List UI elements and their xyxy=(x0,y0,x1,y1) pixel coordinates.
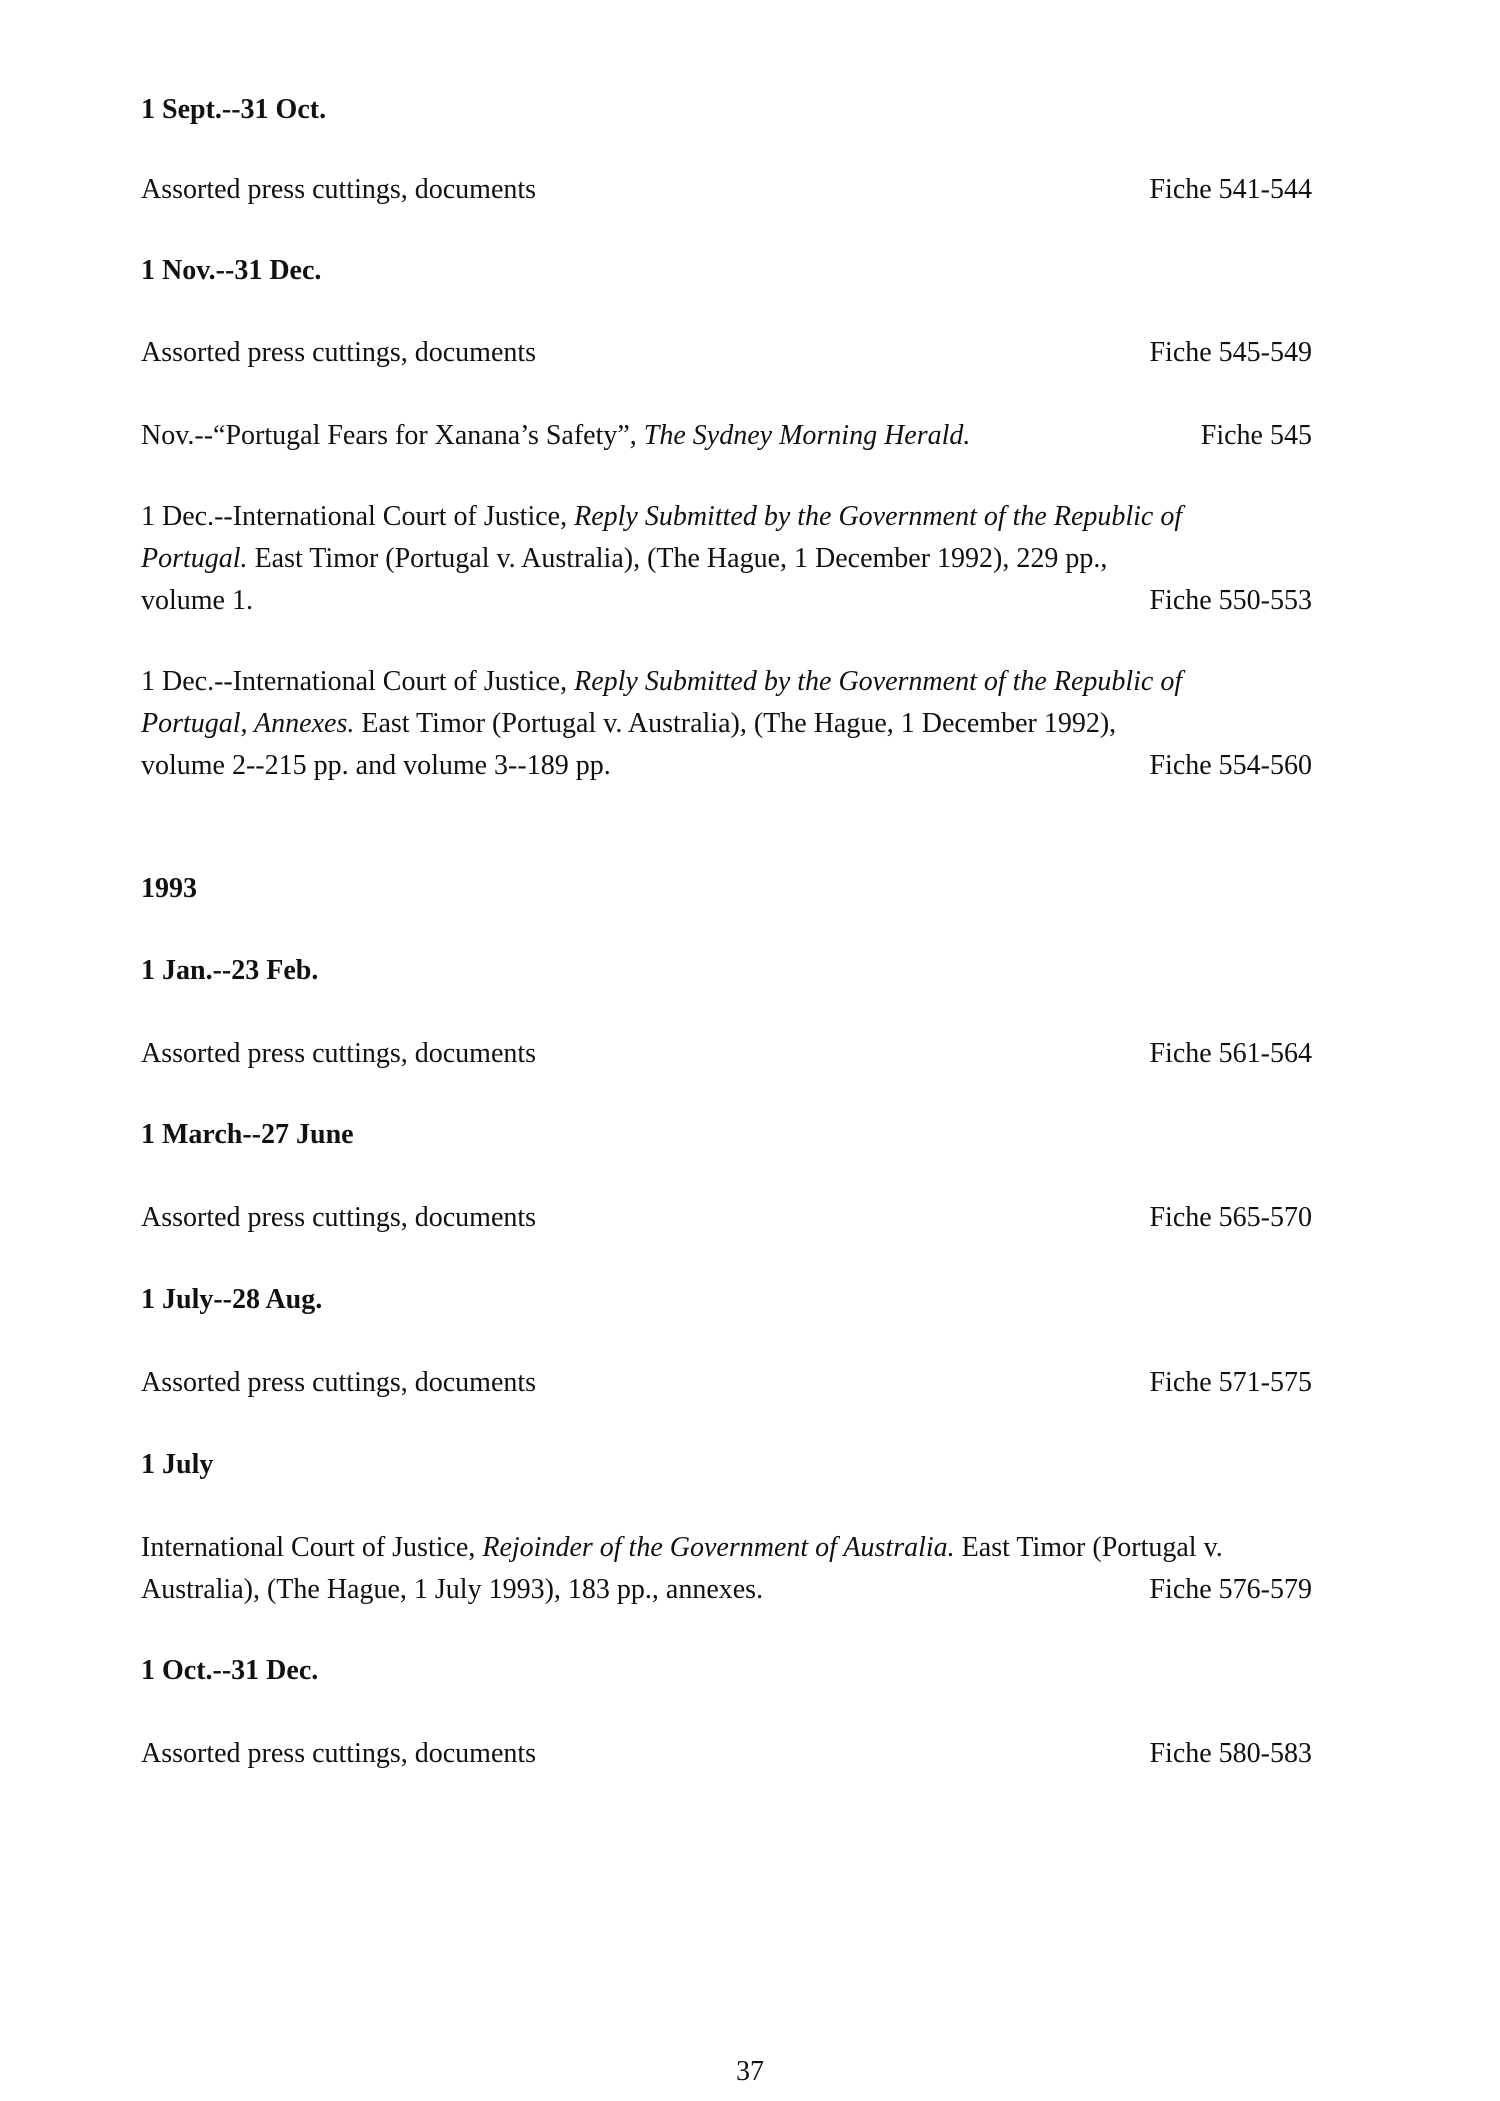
entry-description: Assorted press cuttings, documents xyxy=(141,1738,537,1769)
section-heading: 1 Nov.--31 Dec. xyxy=(141,255,322,286)
entry-description xyxy=(141,422,970,450)
entry-description: Assorted press cuttings, documents xyxy=(141,1367,537,1398)
publication-title: Portugal, Annexes. xyxy=(141,708,355,739)
publication-title: Rejoinder of the Government of Australia. xyxy=(482,1532,955,1563)
entry-description xyxy=(141,545,1107,573)
fiche-reference: Fiche 561-564 xyxy=(1149,1038,1312,1069)
publication-title: The Sydney Morning Herald. xyxy=(643,420,971,451)
entry-description: Assorted press cuttings, documents xyxy=(141,337,537,368)
publication-title: Reply Submitted by the Government of the Republic of xyxy=(574,501,1183,532)
entry-description: volume 2--215 pp. and volume 3--189 pp. xyxy=(141,750,611,781)
year-heading: 1993 xyxy=(141,873,197,904)
section-heading: 1 Oct.--31 Dec. xyxy=(141,1655,319,1686)
entry-text: East Timor (Portugal v. xyxy=(954,1532,1223,1563)
entry-text: 1 Dec.--International Court of Justice, xyxy=(141,666,575,697)
fiche-reference: Fiche 541-544 xyxy=(1149,174,1312,205)
fiche-reference: Fiche 545 xyxy=(1200,420,1312,451)
section-heading: 1 Jan.--23 Feb. xyxy=(141,955,319,986)
entry-text: East Timor (Portugal v. Australia), (The Hague, 1 December 1992), 229 pp., xyxy=(247,543,1108,574)
fiche-reference: Fiche 565-570 xyxy=(1149,1202,1312,1233)
entry-description xyxy=(141,503,1182,531)
entry-text: 1 Dec.--International Court of Justice, xyxy=(141,501,575,532)
entry-description: Assorted press cuttings, documents xyxy=(141,174,537,205)
entry-text: International Court of Justice, xyxy=(141,1532,483,1563)
fiche-reference: Fiche 545-549 xyxy=(1149,337,1312,368)
entry-description: Assorted press cuttings, documents xyxy=(141,1202,537,1233)
section-heading: 1 July--28 Aug. xyxy=(141,1284,323,1315)
entry-text: Nov.--“Portugal Fears for Xanana’s Safety”, xyxy=(141,420,644,451)
entry-description xyxy=(141,710,1116,738)
page-number: 37 xyxy=(736,2056,764,2087)
section-heading: 1 Sept.--31 Oct. xyxy=(141,94,327,125)
fiche-reference: Fiche 550-553 xyxy=(1149,585,1312,616)
fiche-reference: Fiche 571-575 xyxy=(1149,1367,1312,1398)
publication-title: Reply Submitted by the Government of the Republic of xyxy=(574,666,1183,697)
entry-description xyxy=(141,668,1182,696)
publication-title: Portugal. xyxy=(141,543,248,574)
entry-text: East Timor (Portugal v. Australia), (The Hague, 1 December 1992), xyxy=(354,708,1117,739)
section-heading: 1 March--27 June xyxy=(141,1119,354,1150)
entry-description xyxy=(141,1534,1223,1562)
fiche-reference: Fiche 576-579 xyxy=(1149,1574,1312,1605)
fiche-reference: Fiche 554-560 xyxy=(1149,750,1312,781)
entry-description: volume 1. xyxy=(141,585,253,616)
entry-description: Assorted press cuttings, documents xyxy=(141,1038,537,1069)
fiche-reference: Fiche 580-583 xyxy=(1149,1738,1312,1769)
entry-description: Australia), (The Hague, 1 July 1993), 183 pp., annexes. xyxy=(141,1574,764,1605)
section-heading: 1 July xyxy=(141,1449,214,1480)
